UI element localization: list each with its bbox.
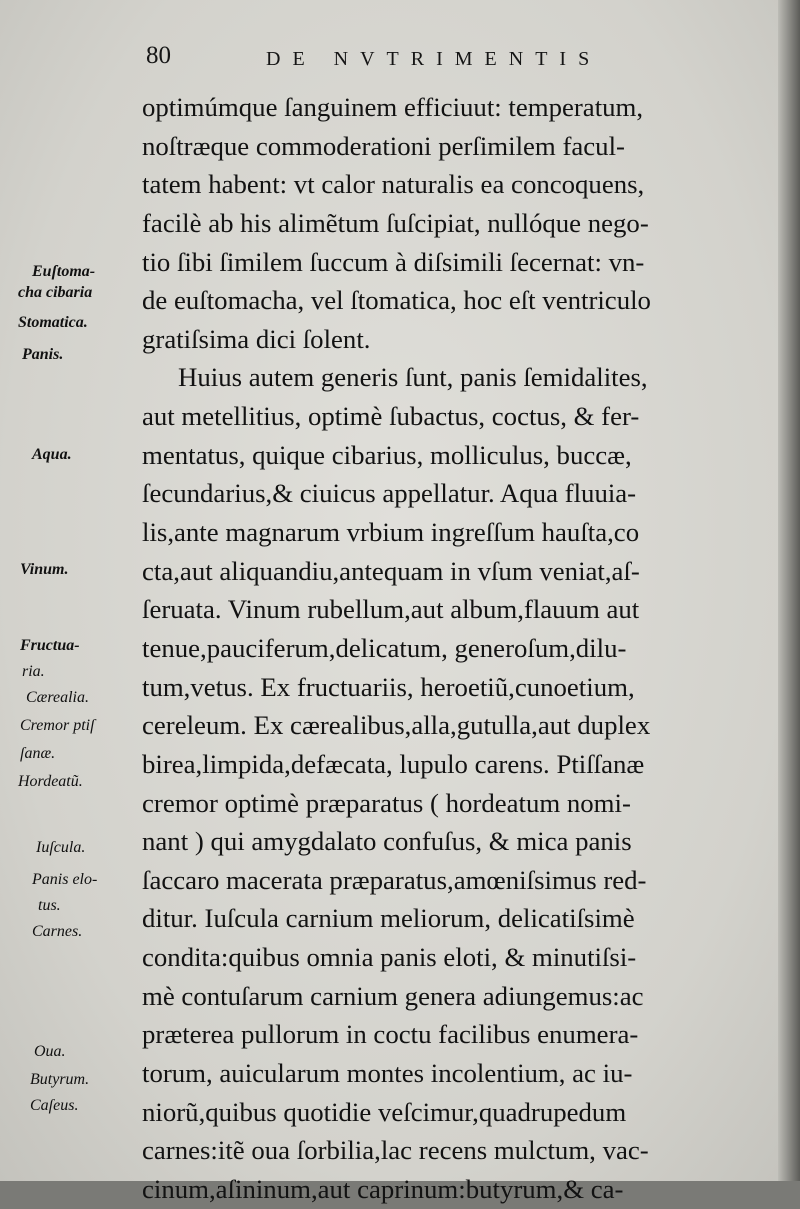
text-line: cta,aut aliquandiu,antequam in vſum veniat,aſ- — [142, 555, 640, 586]
marginal-note: Panis elo- — [32, 871, 98, 888]
text-line: ſecundarius,& ciuicus appellatur. Aqua fluuia- — [142, 478, 637, 509]
page-edge-shadow — [778, 0, 800, 1181]
text-line: condita:quibus omnia panis eloti, & minutiſsi- — [142, 942, 637, 973]
marginal-note: tus. — [38, 897, 61, 914]
page-number: 80 — [146, 42, 171, 69]
marginal-note: Cærealia. — [26, 689, 89, 706]
text-line: cremor optimè præparatus ( hordeatum nomi- — [142, 787, 631, 818]
marginal-note: cha cibaria — [18, 284, 93, 301]
text-line: noſtræque commoderationi perſimilem facul- — [142, 130, 625, 161]
main-text-block — [142, 88, 742, 1209]
text-line: cereleum. Ex cærealibus,alla,gutulla,aut duplex — [142, 710, 651, 741]
text-line: ſeruata. Vinum rubellum,aut album,flauum aut — [142, 594, 640, 625]
text-line: mentatus, quique cibarius, molliculus, buccæ, — [142, 439, 632, 470]
marginal-note: ria. — [22, 663, 45, 680]
text-line: Huius autem generis ſunt, panis ſemidalites, — [178, 362, 648, 393]
marginal-note: Vinum. — [20, 561, 69, 578]
text-line: tenue,pauciferum,delicatum, generoſum,dilu- — [142, 632, 627, 663]
text-line: ditur. Iuſcula carnium meliorum, delicatiſsimè — [142, 903, 635, 934]
text-line: tum,vetus. Ex fructuariis, heroetiũ,cunoetium, — [142, 671, 635, 702]
marginal-note: Aqua. — [32, 446, 72, 463]
marginal-note: Caſeus. — [30, 1097, 79, 1114]
marginal-note: ſanæ. — [20, 745, 56, 762]
text-line: cinum,aſininum,aut caprinum:butyrum,& ca- — [142, 1173, 624, 1204]
text-line: tio ſibi ſimilem ſuccum à diſsimili ſecernat: vn- — [142, 246, 645, 277]
marginal-note: Iuſcula. — [36, 839, 86, 856]
text-line: ſaccaro macerata præparatus,amœniſsimus red- — [142, 864, 647, 895]
text-line: optimúmque ſanguinem efficiuut: temperatum, — [142, 92, 644, 122]
text-line: niorũ,quibus quotidie veſcimur,quadrupedum — [142, 1096, 627, 1127]
marginal-note: Panis. — [22, 346, 64, 363]
marginal-note: Fructua- — [20, 637, 80, 654]
text-line: nant ) qui amygdalato confuſus, & mica panis — [142, 826, 632, 857]
text-line: mè contuſarum carnium genera adiungemus:ac — [142, 980, 644, 1011]
text-line: birea,limpida,defæcata, lupulo carens. Ptiſſanæ — [142, 748, 645, 779]
text-line: facilè ab his alimẽtum ſuſcipiat, nullóque nego- — [142, 207, 649, 238]
page-header — [142, 40, 652, 76]
text-line: gratiſsima dici ſolent. — [142, 323, 371, 354]
text-line: carnes:itẽ oua ſorbilia,lac recens mulctum, vac- — [142, 1135, 649, 1166]
marginal-note: Hordeatũ. — [18, 773, 83, 790]
text-line: lis,ante magnarum vrbium ingreſſum hauſta,co — [142, 517, 640, 548]
marginal-note: Stomatica. — [18, 314, 88, 331]
marginal-note: Oua. — [34, 1043, 66, 1060]
marginal-note: Carnes. — [32, 923, 83, 940]
text-line: torum, auicularum montes incolentium, ac iu- — [142, 1058, 633, 1089]
marginal-note: Cremor ptiſ — [20, 717, 95, 734]
text-line: de euſtomacha, vel ſtomatica, hoc eſt ventriculo — [142, 285, 651, 316]
marginal-note: Butyrum. — [30, 1071, 90, 1088]
text-line: tatem habent: vt calor naturalis ea concoquens, — [142, 169, 645, 200]
text-line: præterea pullorum in coctu facilibus enumera- — [142, 1019, 639, 1050]
running-title: DE NVTRIMENTIS — [266, 48, 602, 70]
marginal-note: Euſtoma- — [32, 263, 96, 280]
text-line: aut metellitius, optimè ſubactus, coctus, & fer- — [142, 401, 640, 432]
